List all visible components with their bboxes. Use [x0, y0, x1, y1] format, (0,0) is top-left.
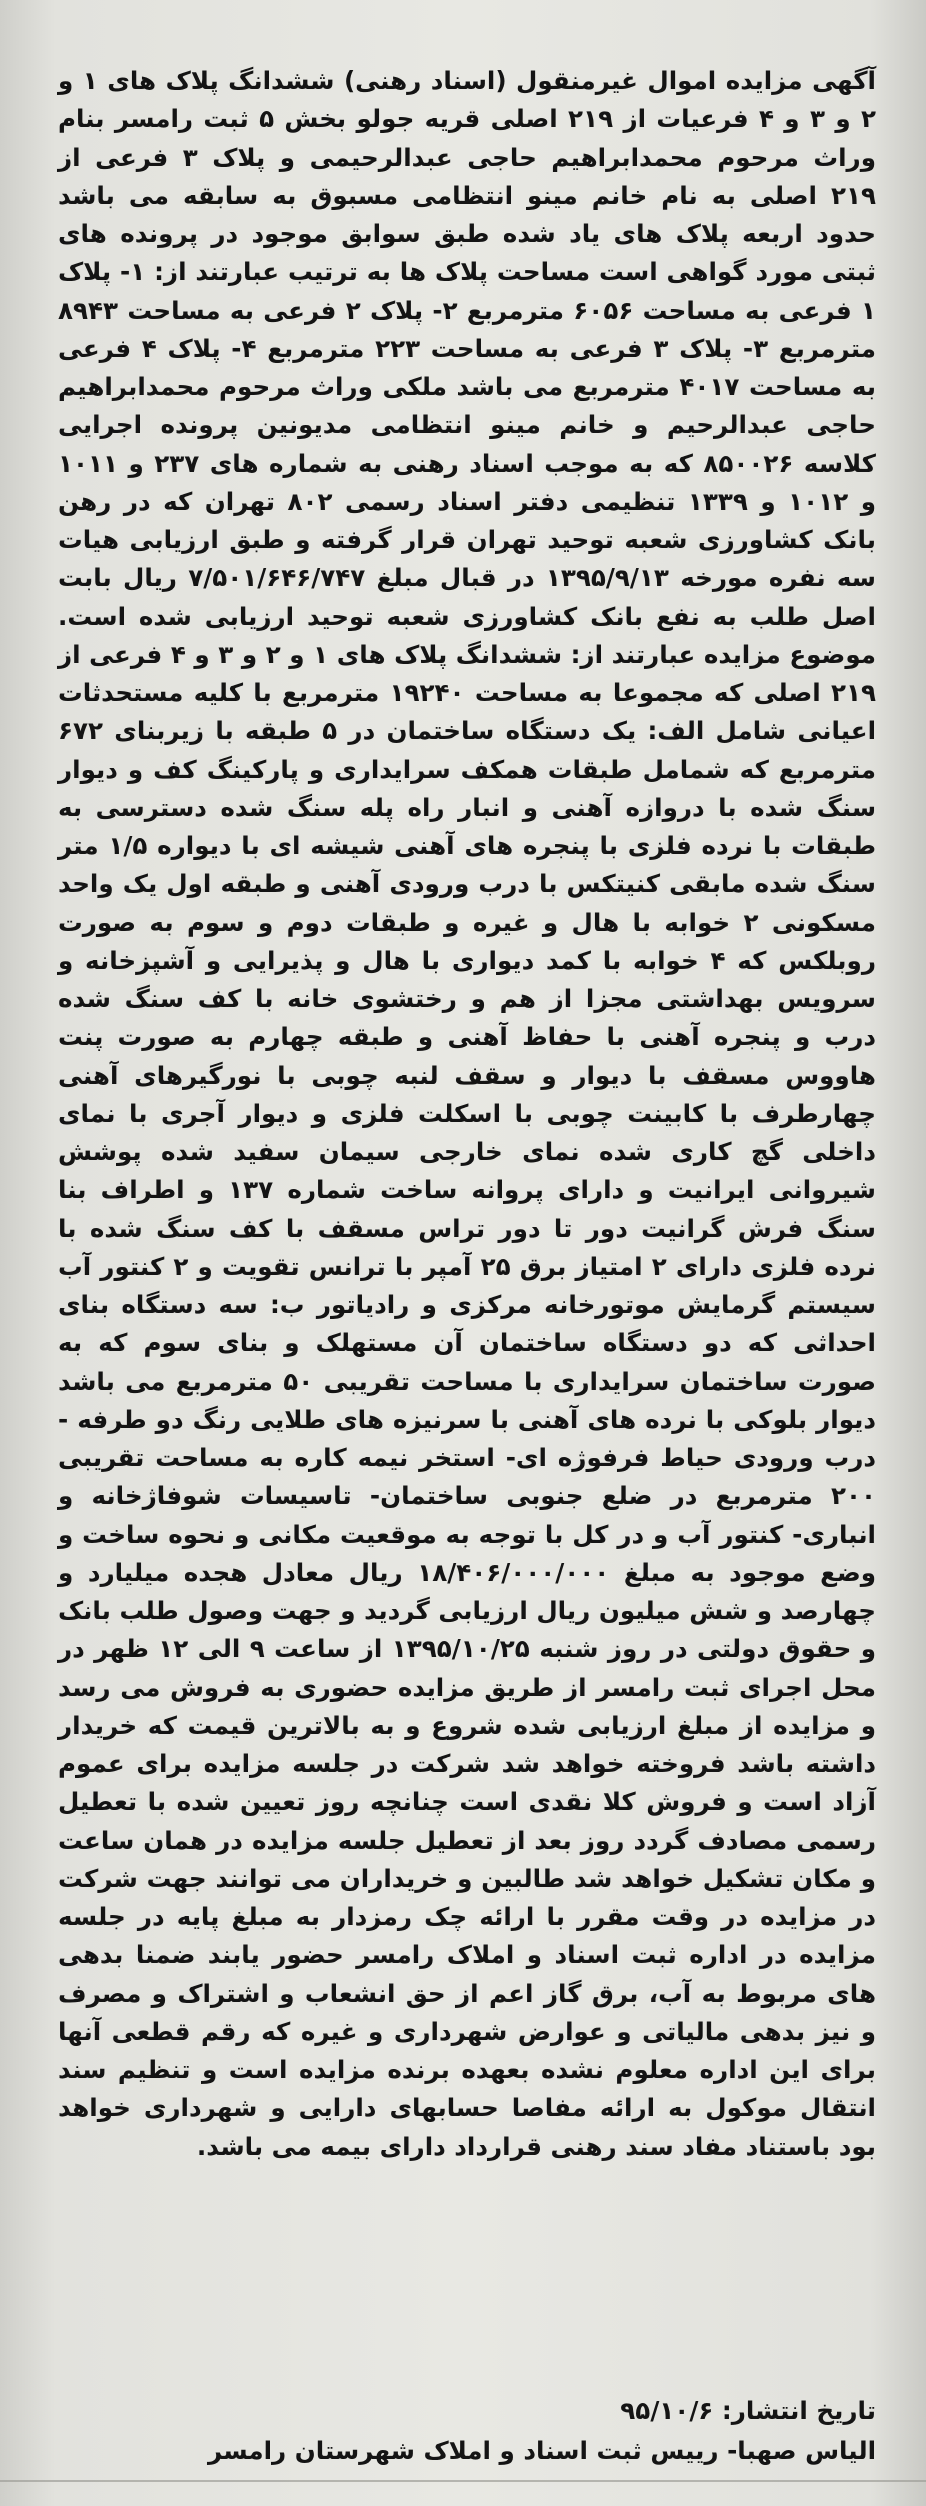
bleed-through-text: [428, 6, 908, 58]
notice-body: ششدانگ پلاک های ۱ و ۲ و ۳ و ۴ فرعیات از ۲۱۹ اصلی قریه جولو بخش ۵ ثبت رامسر بنام وراث مرحوم محمدابراهیم حاجی عبدالرحیمی و پلاک ۳ فرعی از ۲۱۹ اصلی به نام خانم مینو انتظامی مسبوق به سابقه می باشد حدود اربعه پلاک های یاد شده طبق سوابق موجود در پرونده های ثبتی مورد گواهی است مساحت پلاک ها به ترتیب عبارتند از: ۱- پلاک ۱ فرعی به مساحت ۶۰۵۶ مترمربع ۲- پلاک ۲ فرعی به مساحت ۸۹۴۳ مترمربع ۳- پلاک ۳ فرعی به مساحت ۲۲۳ مترمربع ۴- پلاک ۴ فرعی به مساحت ۴۰۱۷ مترمربع می باشد ملکی وراث مرحوم محمدابراهیم حاجی عبدالرحیم و خانم مینو انتظامی مدیونین پرونده اجرایی کلاسه ۸۵۰۰۲۶ که به موجب اسناد رهنی به شماره های ۲۳۷ و ۱۰۱۱ و ۱۰۱۲ و ۱۳۳۹ تنظیمی دفتر اسناد رسمی ۸۰۲ تهران که در رهن بانک کشاورزی شعبه توحید تهران قرار گرفته و طبق ارزیابی هیات سه نفره مورخه ۱۳۹۵/۹/۱۳ در قبال مبلغ ۷/۵۰۱/۶۴۶/۷۴۷ ریال بابت اصل طلب به نفع بانک کشاورزی شعبه توحید ارزیابی شده است. موضوع مزایده عبارتند از: ششدانگ پلاک های ۱ و ۲ و ۳ و ۴ فرعی از ۲۱۹ اصلی که مجموعا به مساحت ۱۹۲۴۰ مترمربع با کلیه مستحدثات اعیانی شامل الف: یک دستگاه ساختمان در ۵ طبقه با زیربنای ۶۷۲ مترمربع که شمامل طبقات همکف سرایداری و پارکینگ کف و دیوار سنگ شده با دروازه آهنی و انبار راه پله سنگ شده دسترسی به طبقات با نرده فلزی با پنجره های آهنی شیشه ای با دیواره ۱/۵ متر سنگ شده مابقی کنیتکس با درب ورودی آهنی و طبقه اول یک واحد مسکونی ۲ خوابه با هال و غیره و طبقات دوم و سوم به صورت روبلکس که ۴ خوابه با کمد دیواری با هال و پذیرایی و آشپزخانه و سرویس بهداشتی مجزا از هم و رختشوی خانه با کف سنگ شده درب و پنجره آهنی با حفاظ آهنی و طبقه چهارم به صورت پنت هاووس مسقف با دیوار و سقف لنبه چوبی با نورگیرهای آهنی چهارطرف با کابینت چوبی با اسکلت فلزی و دیوار آجری با نمای داخلی گچ کاری شده نمای خارجی سیمان سفید شده پوشش شیروانی ایرانیت و دارای پروانه ساخت شماره ۱۳۷ و اطراف بنا سنگ فرش گرانیت دور تا دور تراس مسقف با کف سنگ شده با نرده فلزی دارای ۲ امتیاز برق ۲۵ آمپر با ترانس تقویت و ۲ کنتور آب سیستم گرمایش موتورخانه مرکزی و رادیاتور ب: سه دستگاه بنای احداثی که دو دستگاه ساختمان آن مستهلک و بنای سوم که به صورت ساختمان سرایداری با مساحت تقریبی ۵۰ مترمربع می باشد دیوار بلوکی با نرده های آهنی با سرنیزه های طلایی رنگ دو طرفه - درب ورودی حیاط فرفوژه ای- استخر نیمه کاره به مساحت تقریبی ۲۰۰ مترمربع در ضلع جنوبی ساختمان- تاسیسات شوفاژخانه و انباری- کنتور آب و در کل با توجه به موقعیت مکانی و نحوه ساخت و وضع موجود به مبلغ ۱۸/۴۰۶/۰۰۰/۰۰۰ ریال معادل هجده میلیارد و چهارصد و شش میلیون ریال ارزیابی گردید و جهت وصول طلب بانک و حقوق دولتی در روز شنبه ۱۳۹۵/۱۰/۲۵ از ساعت ۹ الی ۱۲ ظهر در محل اجرای ثبت رامسر از طریق مزایده حضوری به فروش می رسد و مزایده از مبلغ ارزیابی شده شروع و به بالاترین قیمت که خریدار داشته باشد فروخته خواهد شد شرکت در جلسه مزایده برای عموم آزاد است و فروش کلا نقدی است چنانچه روز تعیین شده با تعطیل رسمی مصادف گردد روز بعد از تعطیل جلسه مزایده در همان ساعت و مکان تشکیل خواهد شد طالبین و خریداران می توانند جهت شرکت در مزایده در وقت مقرر با ارائه چک رمزدار به مبلغ پایه در جلسه مزایده در اداره ثبت اسناد و املاک رامسر حضور یابند ضمنا بدهی های مربوط به آب، برق گاز اعم از حق انشعاب و اشتراک و مصرف و نیز بدهی مالیاتی و عوارض شهرداری و غیره که رقم قطعی آنها برای این اداره معلوم نشده بعهده برنده مزایده است و تنظیم سند انتقال موکول به ارائه مفاصا حسابهای دارایی و شهرداری خواهد بود باستناد مفاد سند رهنی قرارداد دارای بیمه می باشد.: [58, 66, 877, 2161]
notice-title: آگهی مزایده اموال غیرمنقول (اسناد رهنی): [334, 66, 876, 95]
auction-notice: [58, 62, 876, 2166]
bottom-rule: [0, 2480, 926, 2482]
publication-date-line: [58, 2392, 876, 2430]
publication-date-label: تاریخ انتشار:: [721, 2396, 876, 2425]
adjacent-column-fragment: [4, 30, 44, 2470]
signature-line: الیاس صهبا- رییس ثبت اسناد و املاک شهرستان رامسر: [208, 2436, 876, 2465]
publication-date-value: ۹۵/۱۰/۶: [620, 2396, 714, 2425]
